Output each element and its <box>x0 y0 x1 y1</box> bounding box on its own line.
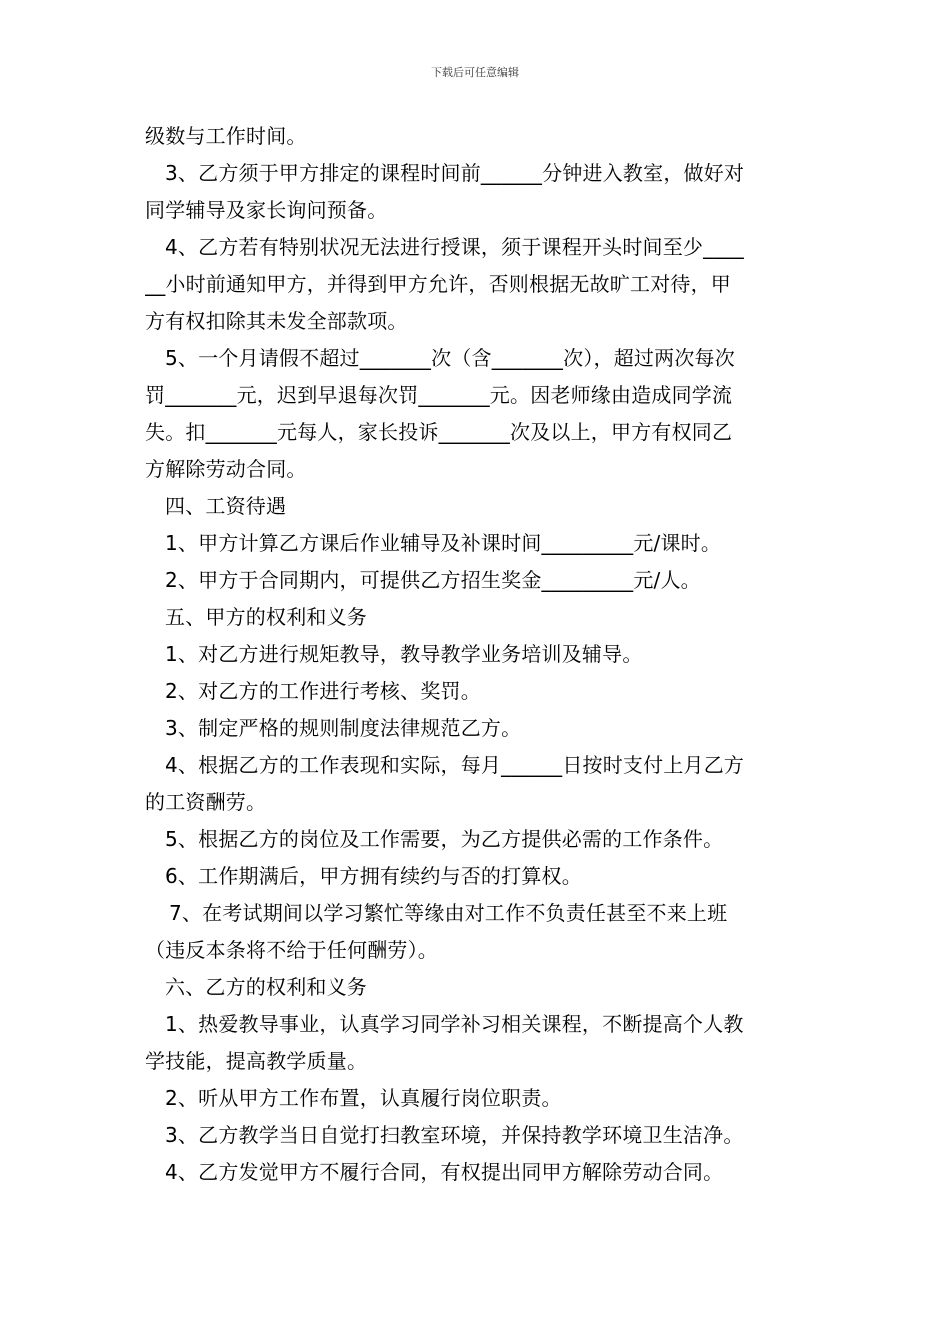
text-line: 5、一个月请假不超过_______次（含_______次），超过两次每次 <box>165 346 735 370</box>
text-line: 6、工作期满后，甲方拥有续约与否的打算权。 <box>165 864 582 888</box>
text-line: （违反本条将不给于任何酬劳）。 <box>145 938 438 962</box>
text-line: 4、乙方若有特别状况无法进行授课，须于课程开头时间至少____ <box>165 235 744 259</box>
text-line: 3、乙方须于甲方排定的课程时间前______分钟进入教室，做好对 <box>165 161 745 185</box>
text-line: 5、根据乙方的岗位及工作需要，为乙方提供必需的工作条件。 <box>165 827 724 851</box>
text-line: 四、工资待遇 <box>165 494 287 518</box>
text-line: 同学辅导及家长询问预备。 <box>145 198 388 222</box>
text-line: 4、根据乙方的工作表现和实际，每月______日按时支付上月乙方 <box>165 753 745 777</box>
text-line: 2、听从甲方工作布置，认真履行岗位职责。 <box>165 1086 562 1110</box>
text-line: 2、甲方于合同期内，可提供乙方招生奖金_________元/人。 <box>165 568 701 592</box>
text-line: 1、对乙方进行规矩教导，教导教学业务培训及辅导。 <box>165 642 643 666</box>
text-line: 2、对乙方的工作进行考核、奖罚。 <box>165 679 481 703</box>
text-line: 失。扣_______元每人，家长投诉_______次及以上，甲方有权同乙 <box>145 420 733 444</box>
text-line: 六、乙方的权利和义务 <box>165 975 367 999</box>
page-header: 下载后可任意编辑 <box>431 66 519 79</box>
text-line: 方有权扣除其未发全部款项。 <box>145 309 408 333</box>
text-line: 3、制定严格的规则制度法律规范乙方。 <box>165 716 522 740</box>
text-line: __小时前通知甲方，并得到甲方允许，否则根据无故旷工对待，甲 <box>145 272 731 296</box>
text-line: 罚_______元，迟到早退每次罚_______元。因老师缘由造成同学流 <box>145 383 733 407</box>
text-line: 4、乙方发觉甲方不履行合同，有权提出同甲方解除劳动合同。 <box>165 1160 724 1184</box>
text-line: 五、甲方的权利和义务 <box>165 605 367 629</box>
text-line: 学技能，提高教学质量。 <box>145 1049 368 1073</box>
document-body <box>145 118 810 1191</box>
text-line: 1、热爱教导事业，认真学习同学补习相关课程，不断提高个人教 <box>165 1012 744 1036</box>
text-line: 1、甲方计算乙方课后作业辅导及补课时间_________元/课时。 <box>165 531 722 555</box>
text-line: 3、乙方教学当日自觉打扫教室环境，并保持教学环境卫生洁净。 <box>165 1123 744 1147</box>
text-line: 7、在考试期间以学习繁忙等缘由对工作不负责任甚至不来上班 <box>169 901 728 925</box>
text-line: 级数与工作时间。 <box>145 124 307 148</box>
text-line: 的工资酬劳。 <box>145 790 267 814</box>
text-line: 方解除劳动合同。 <box>145 457 307 481</box>
